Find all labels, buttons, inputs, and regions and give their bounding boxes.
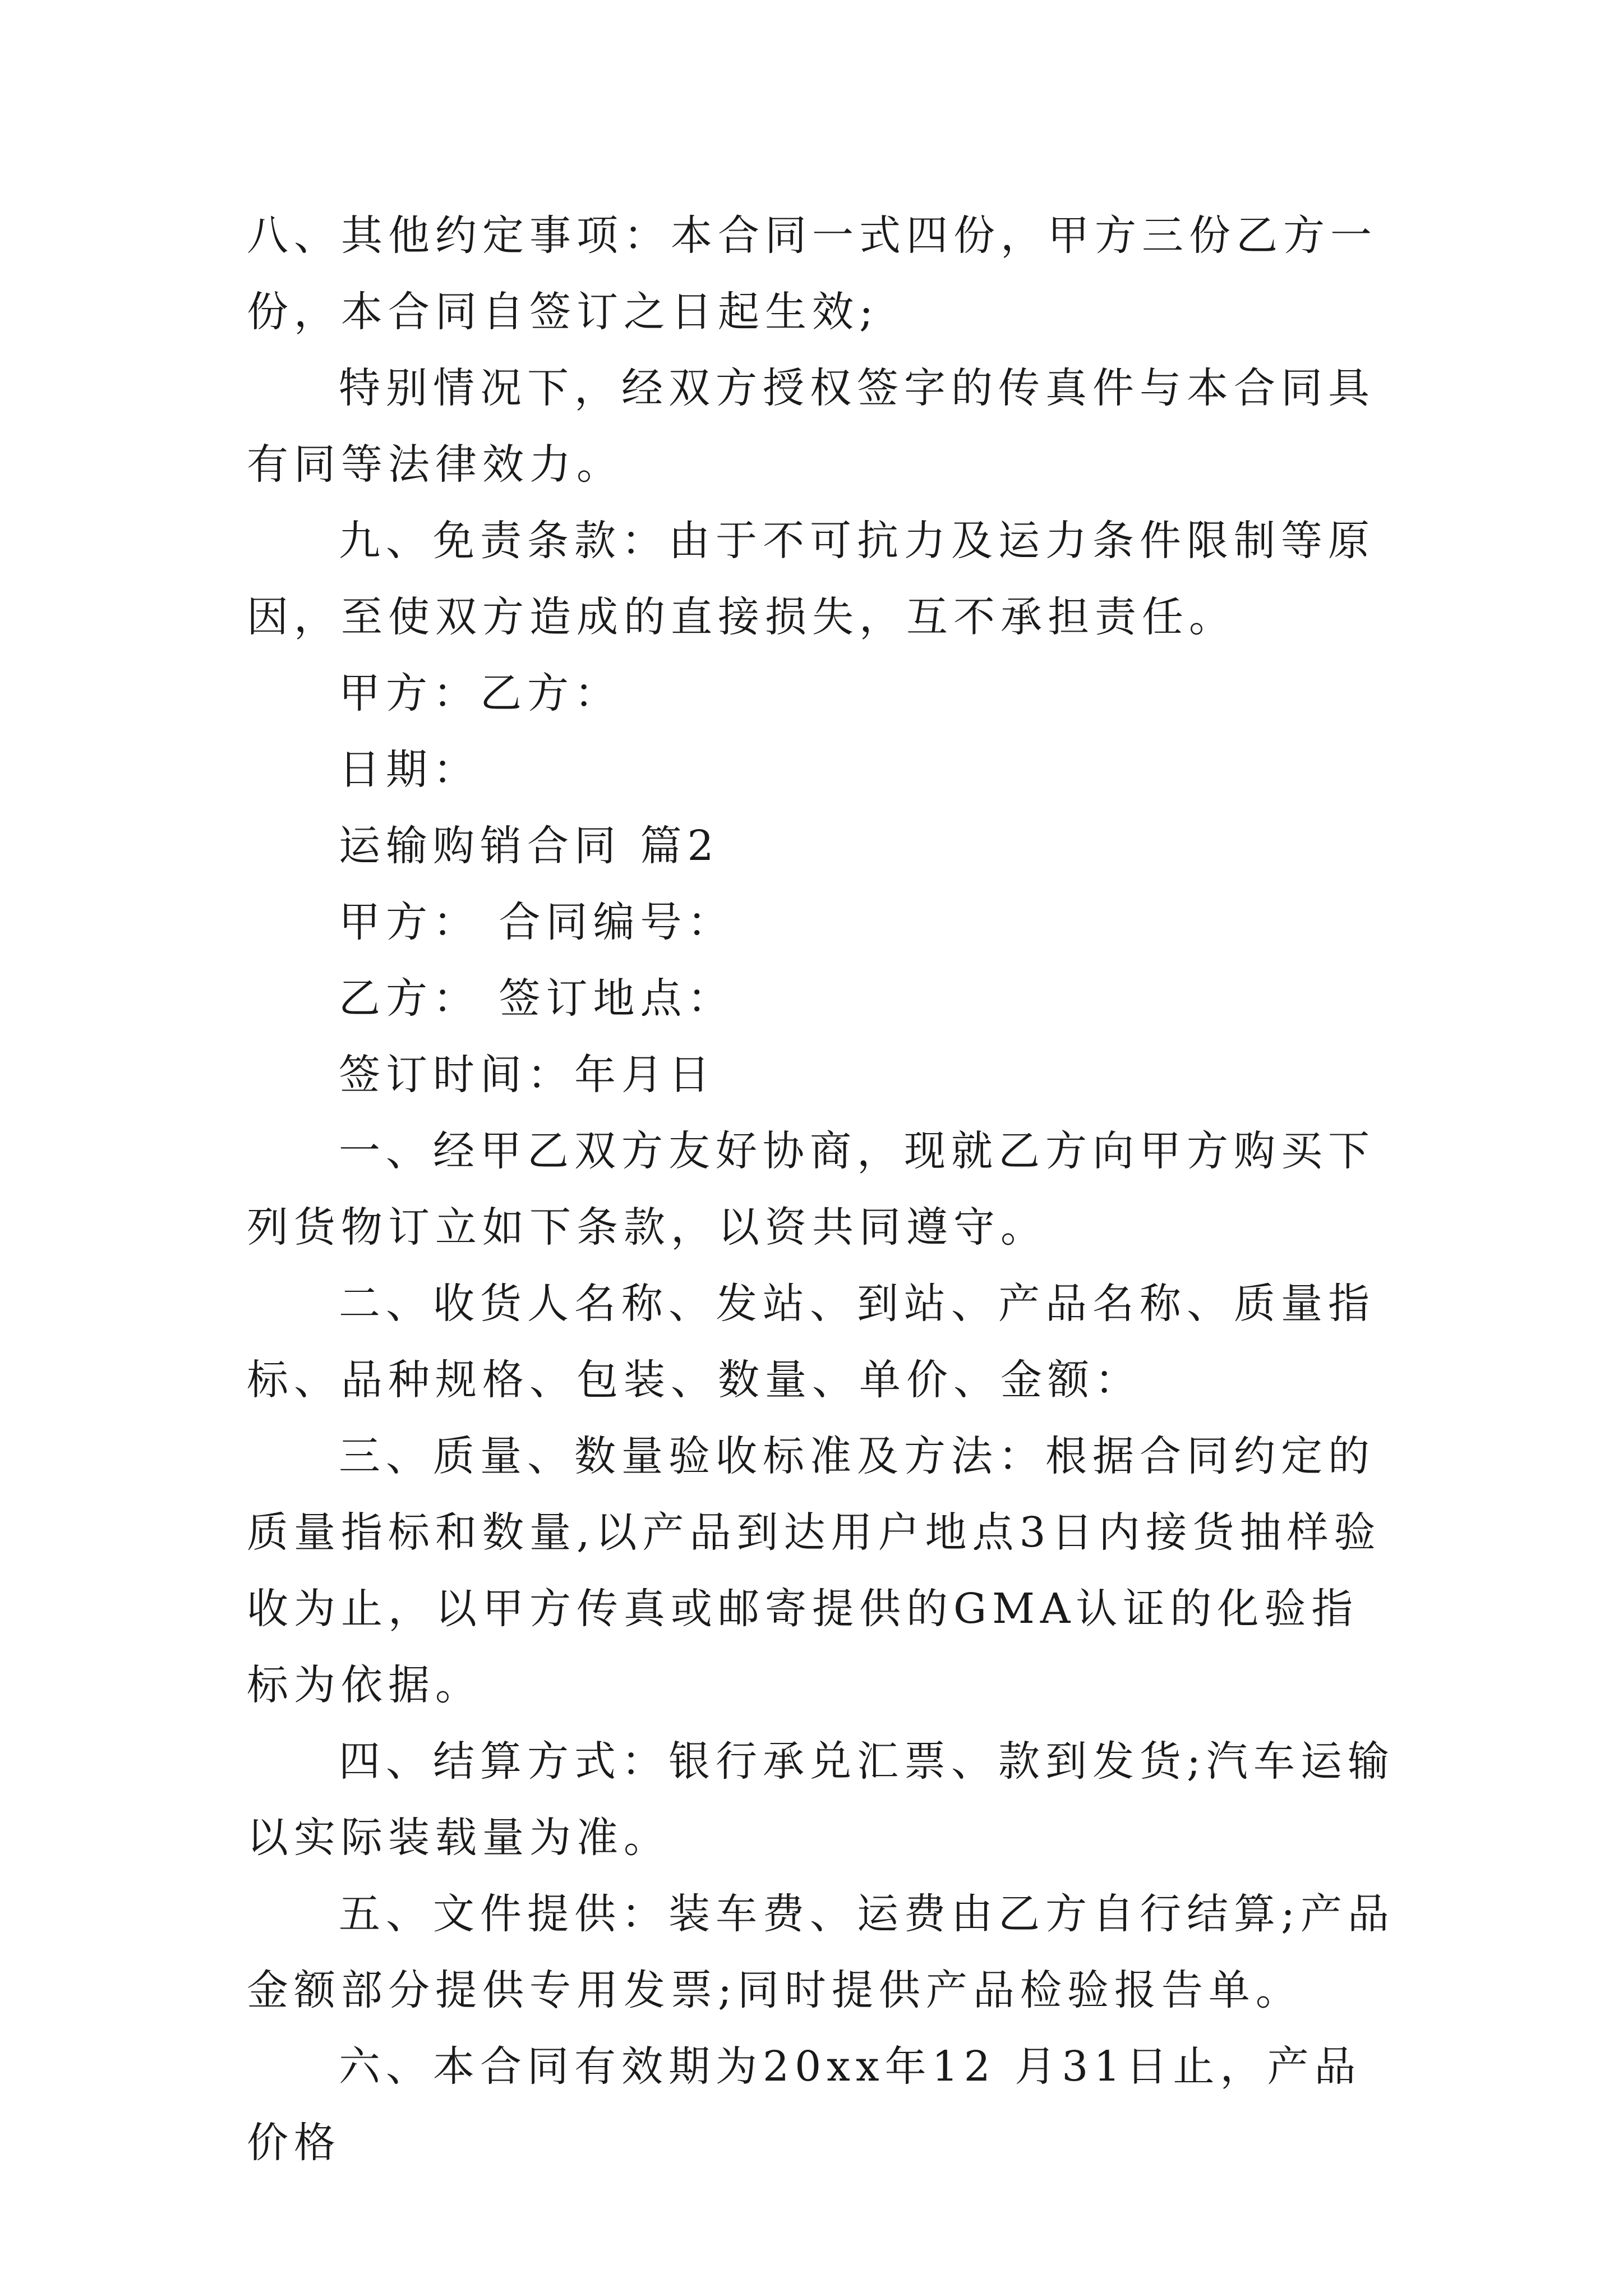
paragraph-clause-5: 五、文件提供：装车费、运费由乙方自行结算;产品金额部分提供专用发票;同时提供产品检验报告单。 — [247, 1890, 1395, 2014]
contract-text — [247, 197, 1402, 2181]
paragraph-clause-1: 一、经甲乙双方友好协商，现就乙方向甲方购买下列货物订立如下条款，以资共同遵守。 — [247, 1127, 1375, 1251]
paragraph-clause-4: 四、结算方式：银行承兑汇票、款到发货;汽车运输以实际装载量为准。 — [247, 1737, 1395, 1862]
paragraph-clause-8: 八、其他约定事项：本合同一式四份，甲方三份乙方一份，本合同自签订之日起生效; — [247, 211, 1377, 336]
paragraph-clause-3: 三、质量、数量验收标准及方法：根据合同约定的质量指标和数量,以产品到达用户地点3日内接货抽样验收为止，以甲方传真或邮寄提供的GMA认证的化验指标为依据。 — [247, 1432, 1381, 1709]
paragraph-clause-9: 九、免责条款：由于不可抗力及运力条件限制等原因，至使双方造成的直接损失，互不承担责任。 — [247, 517, 1375, 641]
paragraph-party-b: 乙方： 签订地点： — [339, 974, 735, 1023]
paragraph-parties-signature: 甲方：乙方： — [339, 669, 621, 717]
paragraph-clause-2: 二、收货人名称、发站、到站、产品名称、质量指标、品种规格、包装、数量、单价、金额： — [247, 1280, 1375, 1404]
paragraph-party-a: 甲方： 合同编号： — [339, 898, 735, 946]
paragraph-date: 日期： — [339, 746, 480, 794]
paragraph-sign-time: 签订时间：年月日 — [339, 1051, 716, 1099]
paragraph-clause-6: 六、本合同有效期为20xx年12 月31日止，产品价格 — [247, 2042, 1362, 2167]
paragraph-fax-validity: 特别情况下，经双方授权签字的传真件与本合同具有同等法律效力。 — [247, 364, 1375, 489]
section-title: 运输购销合同 篇2 — [339, 822, 720, 870]
